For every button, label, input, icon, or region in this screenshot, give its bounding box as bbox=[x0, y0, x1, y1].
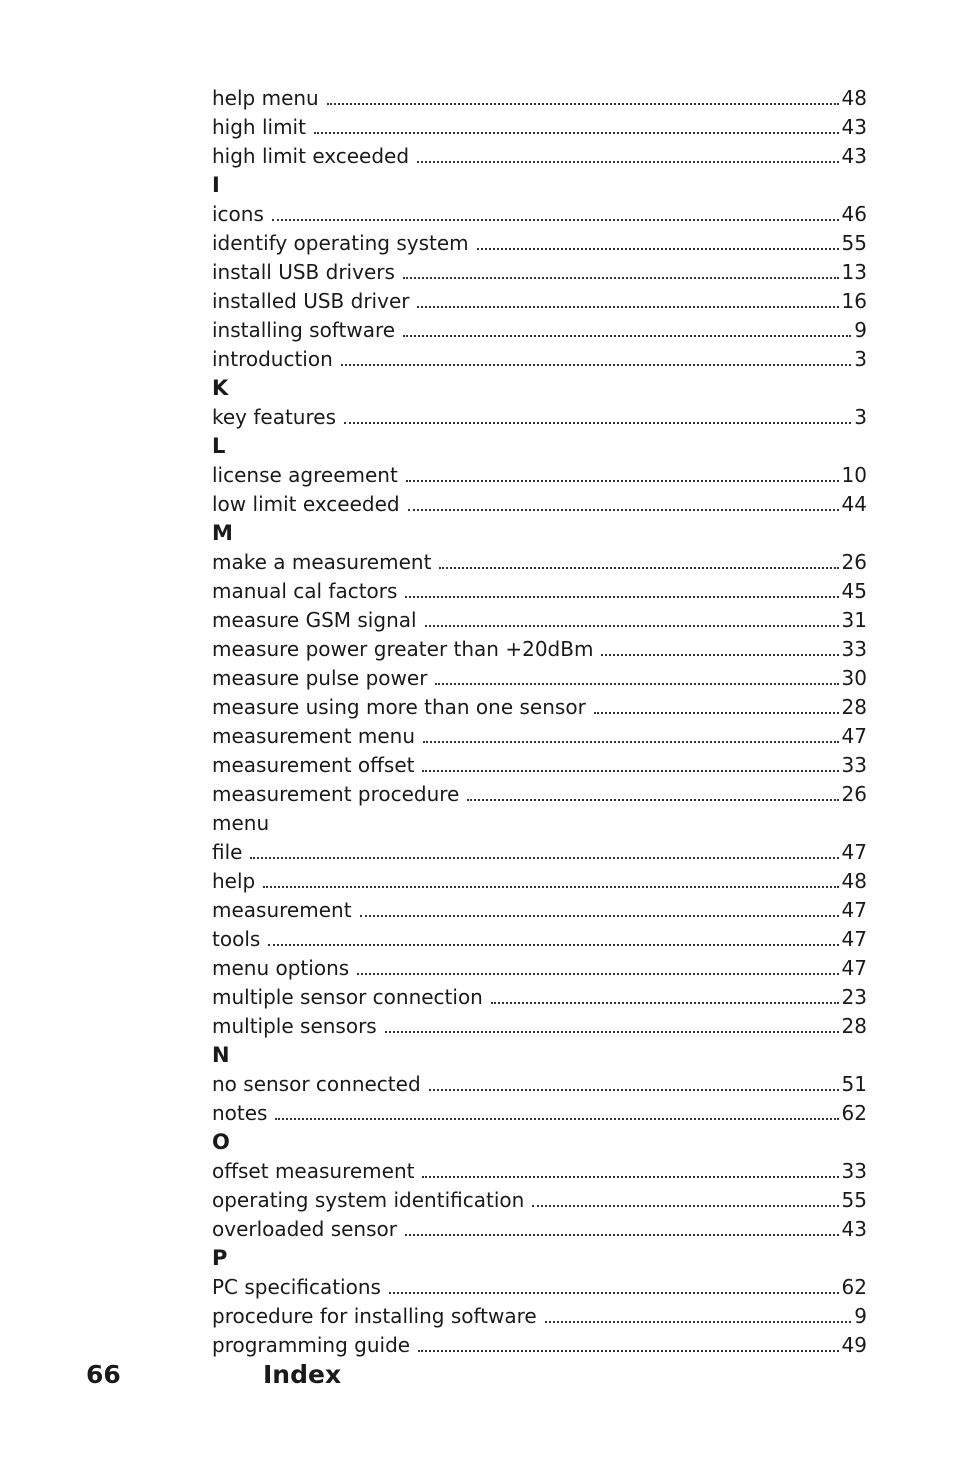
index-entry bbox=[212, 690, 867, 719]
entry-page-number: 55 bbox=[841, 1188, 867, 1212]
entry-term: menu bbox=[212, 811, 270, 835]
entry-term: install USB drivers bbox=[212, 260, 395, 284]
index-entry bbox=[212, 893, 867, 922]
index-group-heading bbox=[212, 806, 867, 835]
entry-page-number: 16 bbox=[841, 289, 867, 313]
index-entry bbox=[212, 951, 867, 980]
entry-term: notes bbox=[212, 1101, 268, 1125]
entry-page-number: 51 bbox=[841, 1072, 867, 1096]
entry-page-number: 62 bbox=[841, 1275, 867, 1299]
index-entry bbox=[212, 1212, 867, 1241]
entry-term: measurement bbox=[212, 898, 352, 922]
entry-term: license agreement bbox=[212, 463, 398, 487]
entry-term: file bbox=[212, 840, 243, 864]
entry-page-number: 30 bbox=[841, 666, 867, 690]
entry-page-number: 28 bbox=[841, 1014, 867, 1038]
index-entry bbox=[212, 197, 867, 226]
dot-leader bbox=[408, 509, 839, 511]
entry-page-number: 3 bbox=[854, 405, 867, 429]
entry-page-number: 33 bbox=[841, 1159, 867, 1183]
dot-leader bbox=[423, 741, 839, 743]
dot-leader bbox=[417, 161, 838, 163]
index-letter-heading bbox=[212, 1038, 867, 1067]
dot-leader bbox=[439, 567, 838, 569]
dot-leader bbox=[429, 1089, 839, 1091]
dot-leader bbox=[425, 625, 839, 627]
entry-term: help bbox=[212, 869, 256, 893]
entry-page-number: 13 bbox=[841, 260, 867, 284]
dot-leader bbox=[263, 886, 838, 888]
dot-leader bbox=[532, 1205, 838, 1207]
entry-term: installed USB driver bbox=[212, 289, 410, 313]
letter-label: P bbox=[212, 1246, 228, 1270]
index-list bbox=[212, 81, 867, 1357]
entry-term: operating system identification bbox=[212, 1188, 525, 1212]
entry-term: measure using more than one sensor bbox=[212, 695, 586, 719]
index-entry bbox=[212, 574, 867, 603]
entry-term: measure power greater than +20dBm bbox=[212, 637, 594, 661]
index-entry bbox=[212, 748, 867, 777]
dot-leader bbox=[418, 1350, 838, 1352]
entry-term: multiple sensor connection bbox=[212, 985, 483, 1009]
section-title: Index bbox=[263, 1360, 342, 1389]
entry-page-number: 31 bbox=[841, 608, 867, 632]
dot-leader bbox=[403, 335, 851, 337]
index-entry bbox=[212, 1183, 867, 1212]
dot-leader bbox=[272, 219, 839, 221]
entry-page-number: 45 bbox=[841, 579, 867, 603]
dot-leader bbox=[467, 799, 838, 801]
entry-term: measurement menu bbox=[212, 724, 416, 748]
entry-page-number: 26 bbox=[841, 550, 867, 574]
entry-page-number: 47 bbox=[841, 840, 867, 864]
entry-term: high limit bbox=[212, 115, 306, 139]
entry-term: programming guide bbox=[212, 1333, 411, 1357]
dot-leader bbox=[422, 770, 838, 772]
index-entry bbox=[212, 342, 867, 371]
entry-term: introduction bbox=[212, 347, 333, 371]
index-entry bbox=[212, 255, 867, 284]
entry-page-number: 62 bbox=[841, 1101, 867, 1125]
dot-leader bbox=[405, 596, 838, 598]
index-entry bbox=[212, 777, 867, 806]
index-letter-heading bbox=[212, 1241, 867, 1270]
dot-leader bbox=[435, 683, 838, 685]
letter-label: I bbox=[212, 173, 220, 197]
entry-term: measurement offset bbox=[212, 753, 415, 777]
index-letter-heading bbox=[212, 168, 867, 197]
index-entry bbox=[212, 139, 867, 168]
entry-term: make a measurement bbox=[212, 550, 432, 574]
index-entry bbox=[212, 313, 867, 342]
entry-page-number: 43 bbox=[841, 144, 867, 168]
entry-page-number: 55 bbox=[841, 231, 867, 255]
index-entry bbox=[212, 632, 867, 661]
entry-term: help menu bbox=[212, 86, 319, 110]
index-entry bbox=[212, 922, 867, 951]
entry-page-number: 47 bbox=[841, 898, 867, 922]
entry-term: measure GSM signal bbox=[212, 608, 417, 632]
dot-leader bbox=[491, 1002, 839, 1004]
index-letter-heading bbox=[212, 429, 867, 458]
index-entry bbox=[212, 835, 867, 864]
entry-term: overloaded sensor bbox=[212, 1217, 397, 1241]
dot-leader bbox=[314, 132, 839, 134]
entry-page-number: 28 bbox=[841, 695, 867, 719]
dot-leader bbox=[385, 1031, 839, 1033]
index-letter-heading bbox=[212, 371, 867, 400]
entry-term: procedure for installing software bbox=[212, 1304, 537, 1328]
entry-term: manual cal factors bbox=[212, 579, 398, 603]
dot-leader bbox=[360, 915, 839, 917]
letter-label: N bbox=[212, 1043, 230, 1067]
dot-leader bbox=[477, 248, 839, 250]
entry-term: tools bbox=[212, 927, 261, 951]
letter-label: K bbox=[212, 376, 229, 400]
entry-page-number: 43 bbox=[841, 1217, 867, 1241]
dot-leader bbox=[344, 422, 851, 424]
entry-page-number: 3 bbox=[854, 347, 867, 371]
entry-term: no sensor connected bbox=[212, 1072, 421, 1096]
entry-page-number: 44 bbox=[841, 492, 867, 516]
index-entry bbox=[212, 1096, 867, 1125]
entry-term: low limit exceeded bbox=[212, 492, 400, 516]
entry-page-number: 48 bbox=[841, 86, 867, 110]
entry-page-number: 49 bbox=[841, 1333, 867, 1357]
entry-page-number: 9 bbox=[854, 1304, 867, 1328]
index-entry bbox=[212, 1067, 867, 1096]
dot-leader bbox=[389, 1292, 839, 1294]
entry-term: measure pulse power bbox=[212, 666, 428, 690]
index-entry bbox=[212, 980, 867, 1009]
entry-term: identify operating system bbox=[212, 231, 469, 255]
dot-leader bbox=[341, 364, 851, 366]
entry-term: multiple sensors bbox=[212, 1014, 377, 1038]
entry-term: icons bbox=[212, 202, 264, 226]
index-entry bbox=[212, 110, 867, 139]
index-entry bbox=[212, 1299, 867, 1328]
page-footer bbox=[0, 1358, 954, 1394]
letter-label: L bbox=[212, 434, 226, 458]
entry-page-number: 33 bbox=[841, 637, 867, 661]
entry-term: key features bbox=[212, 405, 336, 429]
index-letter-heading bbox=[212, 516, 867, 545]
entry-page-number: 10 bbox=[841, 463, 867, 487]
index-entry bbox=[212, 400, 867, 429]
entry-page-number: 47 bbox=[841, 724, 867, 748]
entry-page-number: 46 bbox=[841, 202, 867, 226]
entry-page-number: 43 bbox=[841, 115, 867, 139]
dot-leader bbox=[403, 277, 839, 279]
entry-page-number: 9 bbox=[854, 318, 867, 342]
dot-leader bbox=[405, 1234, 839, 1236]
entry-term: offset measurement bbox=[212, 1159, 415, 1183]
entry-page-number: 47 bbox=[841, 956, 867, 980]
dot-leader bbox=[422, 1176, 838, 1178]
dot-leader bbox=[250, 857, 838, 859]
index-entry bbox=[212, 661, 867, 690]
dot-leader bbox=[275, 1118, 838, 1120]
index-entry bbox=[212, 226, 867, 255]
dot-leader bbox=[417, 306, 838, 308]
index-entry bbox=[212, 81, 867, 110]
index-entry bbox=[212, 864, 867, 893]
index-entry bbox=[212, 603, 867, 632]
index-entry bbox=[212, 1154, 867, 1183]
entry-term: measurement procedure bbox=[212, 782, 460, 806]
index-entry bbox=[212, 284, 867, 313]
entry-page-number: 47 bbox=[841, 927, 867, 951]
index-entry bbox=[212, 458, 867, 487]
letter-label: M bbox=[212, 521, 233, 545]
dot-leader bbox=[357, 973, 838, 975]
index-entry bbox=[212, 1009, 867, 1038]
entry-term: menu options bbox=[212, 956, 350, 980]
dot-leader bbox=[594, 712, 839, 714]
entry-term: PC specifications bbox=[212, 1275, 381, 1299]
index-entry bbox=[212, 1328, 867, 1357]
dot-leader bbox=[545, 1321, 852, 1323]
index-entry bbox=[212, 545, 867, 574]
letter-label: O bbox=[212, 1130, 230, 1154]
entry-page-number: 23 bbox=[841, 985, 867, 1009]
dot-leader bbox=[268, 944, 838, 946]
index-entry bbox=[212, 487, 867, 516]
index-entry bbox=[212, 1270, 867, 1299]
entry-page-number: 48 bbox=[841, 869, 867, 893]
entry-term: high limit exceeded bbox=[212, 144, 410, 168]
dot-leader bbox=[327, 103, 839, 105]
dot-leader bbox=[406, 480, 839, 482]
index-entry bbox=[212, 719, 867, 748]
entry-term: installing software bbox=[212, 318, 396, 342]
entry-page-number: 33 bbox=[841, 753, 867, 777]
entry-page-number: 26 bbox=[841, 782, 867, 806]
index-letter-heading bbox=[212, 1125, 867, 1154]
dot-leader bbox=[601, 654, 838, 656]
page-number: 66 bbox=[86, 1360, 121, 1389]
